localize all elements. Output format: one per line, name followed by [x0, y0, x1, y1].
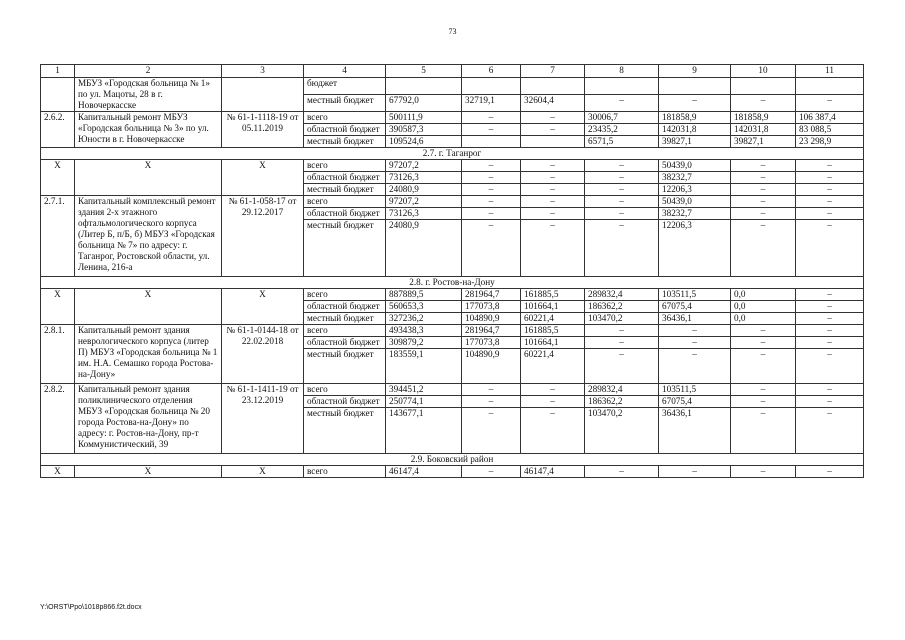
budget-label: областной бюджет	[304, 124, 386, 136]
table-row: 2.8.2. Капитальный ремонт здания поликлинического отделения МБУЗ «Городская больница № 20 города Ростова-на-Дону» по адресу: г. Ростов-на-Дону, пр-т Коммунистический, 39 № 61-1-1411-19 от 23.12.2019 всего 394451,2 – – 289832,4 103511,5 – –	[41, 384, 864, 396]
budget-label: всего	[304, 325, 386, 337]
row-number: 2.6.2.	[41, 112, 75, 148]
budget-label: областной бюджет	[304, 337, 386, 349]
table-row: местный бюджет 24080,9 – – – 12206,3 – –	[41, 184, 864, 196]
file-path-footer: Y:\ORST\Ppo\1018p866.f2t.docx	[40, 604, 142, 611]
section-row	[41, 148, 864, 160]
col-header: 2	[75, 65, 222, 78]
budget-label: всего	[304, 196, 386, 208]
object-name: Капитальный ремонт МБУЗ «Городская больница № 3» по ул. Юности в г. Новочеркасске	[75, 112, 222, 148]
budget-label: областной бюджет	[304, 396, 386, 408]
table-row: областной бюджет 390587,3 – – 23435,2 142031,8 142031,8 83 088,5	[41, 124, 864, 136]
table-row: местный бюджет 109524,6 6571,5 39827,1 39827,1 23 298,9	[41, 136, 864, 148]
budget-label: местный бюджет	[304, 349, 386, 384]
object-name: Капитальный ремонт здания неврологического корпуса (литер П) МБУЗ «Городская больница № 1 им. Н.А. Семашко города Ростова-на-Дону»	[75, 325, 222, 384]
table-row: местный бюджет 327236,2 104890,9 60221,4 103470,2 36436,1 0,0 –	[41, 313, 864, 325]
table-row: местный бюджет 67792,0 32719,1 32604,4 – – – –	[41, 95, 864, 112]
budget-label: местный бюджет	[304, 220, 386, 277]
table-row: 2.7.1. Капитальный комплексный ремонт здания 2-х этажного офтальмологического корпуса (Литер Б, п/Б, б) МБУЗ «Городская больница № 7» по адресу: г. Таганрог, Ростовской области, ул. Ленина, 216-а № 61-1-058-17 от 29.12.2017 всего 97207,2 – – – 50439,0 – –	[41, 196, 864, 208]
table-row: областной бюджет 250774,1 – – 186362,2 67075,4 – –	[41, 396, 864, 408]
table-row: местный бюджет 24080,9 – – – 12206,3 – –	[41, 220, 864, 277]
budget-label: областной бюджет	[304, 301, 386, 313]
col-header: 9	[659, 65, 731, 78]
object-name: Капитальный ремонт здания поликлинического отделения МБУЗ «Городская больница № 20 города Ростова-на-Дону» по адресу: г. Ростов-на-Дону, пр-т Коммунистический, 39	[75, 384, 222, 454]
table-row: областной бюджет 560653,3 177073,8 101664,1 186362,2 67075,4 0,0 –	[41, 301, 864, 313]
budget-label: местный бюджет	[304, 408, 386, 454]
budget-label: всего	[304, 384, 386, 396]
row-number: 2.8.1.	[41, 325, 75, 384]
col-header: 1	[41, 65, 75, 78]
budget-label: областной бюджет	[304, 172, 386, 184]
section-title: 2.7. г. Таганрог	[41, 148, 864, 160]
row-number: 2.8.2.	[41, 384, 75, 454]
expertise-number: № 61-1-058-17 от 29.12.2017	[222, 196, 304, 277]
budget-label: бюджет	[304, 78, 386, 95]
expertise-number: № 61-1-1411-19 от 23.12.2019	[222, 384, 304, 454]
col-header: 3	[222, 65, 304, 78]
expertise-number: № 61-1-0144-18 от 22.02.2018	[222, 325, 304, 384]
table-row: областной бюджет 73126,3 – – – 38232,7 – –	[41, 172, 864, 184]
budget-label: всего	[304, 289, 386, 301]
budget-label: областной бюджет	[304, 208, 386, 220]
budget-label: местный бюджет	[304, 313, 386, 325]
expertise-number: № 61-1-1118-19 от 05.11.2019	[222, 112, 304, 148]
table-row: Х Х Х всего 97207,2 – – – 50439,0 – –	[41, 160, 864, 172]
col-header: 6	[462, 65, 521, 78]
table-row: Х Х Х всего 46147,4 – 46147,4 – – – –	[41, 466, 864, 478]
budget-label: местный бюджет	[304, 184, 386, 196]
budget-label: всего	[304, 466, 386, 478]
section-row	[41, 277, 864, 289]
col-header: 11	[796, 65, 864, 78]
section-title: 2.9. Боковский район	[41, 454, 864, 466]
header-row	[41, 65, 864, 78]
table-row: Х Х Х всего 887889,5 281964,7 161885,5 289832,4 103511,5 0,0 –	[41, 289, 864, 301]
table-row: местный бюджет 183559,1 104890,9 60221,4 – – – –	[41, 349, 864, 384]
object-name: МБУЗ «Городская больница № 1» по ул. Мацоты, 28 в г. Новочеркасске	[75, 78, 222, 112]
table-row: областной бюджет 73126,3 – – – 38232,7 – –	[41, 208, 864, 220]
col-header: 8	[585, 65, 659, 78]
table-row: местный бюджет 143677,1 – – 103470,2 36436,1 – –	[41, 408, 864, 454]
budget-label: всего	[304, 160, 386, 172]
col-header: 4	[304, 65, 386, 78]
budget-label: всего	[304, 112, 386, 124]
page-number: 73	[448, 27, 457, 36]
object-name: Капитальный комплексный ремонт здания 2-х этажного офтальмологического корпуса (Литер Б, п/Б, б) МБУЗ «Городская больница № 7» по адресу: г. Таганрог, Ростовской области, ул. Ленина, 216-а	[75, 196, 222, 277]
table-row: 2.8.1. Капитальный ремонт здания неврологического корпуса (литер П) МБУЗ «Городская больница № 1 им. Н.А. Семашко города Ростова-на-Дону» № 61-1-0144-18 от 22.02.2018 всего 493438,3 281964,7 161885,5 – – – –	[41, 325, 864, 337]
table-row	[41, 78, 864, 95]
section-row	[41, 454, 864, 466]
col-header: 10	[731, 65, 796, 78]
budget-label: местный бюджет	[304, 95, 386, 112]
budget-label: местный бюджет	[304, 136, 386, 148]
table-row: областной бюджет 309879,2 177073,8 101664,1 – – – –	[41, 337, 864, 349]
col-header: 5	[386, 65, 462, 78]
row-number: 2.7.1.	[41, 196, 75, 277]
col-header: 7	[521, 65, 585, 78]
table-row: 2.6.2. Капитальный ремонт МБУЗ «Городская больница № 3» по ул. Юности в г. Новочеркасске № 61-1-1118-19 от 05.11.2019 всего 500111,9 – – 30006,7 181858,9 181858,9 106 387,4	[41, 112, 864, 124]
section-title: 2.8. г. Ростов-на-Дону	[41, 277, 864, 289]
budget-table	[40, 64, 864, 478]
